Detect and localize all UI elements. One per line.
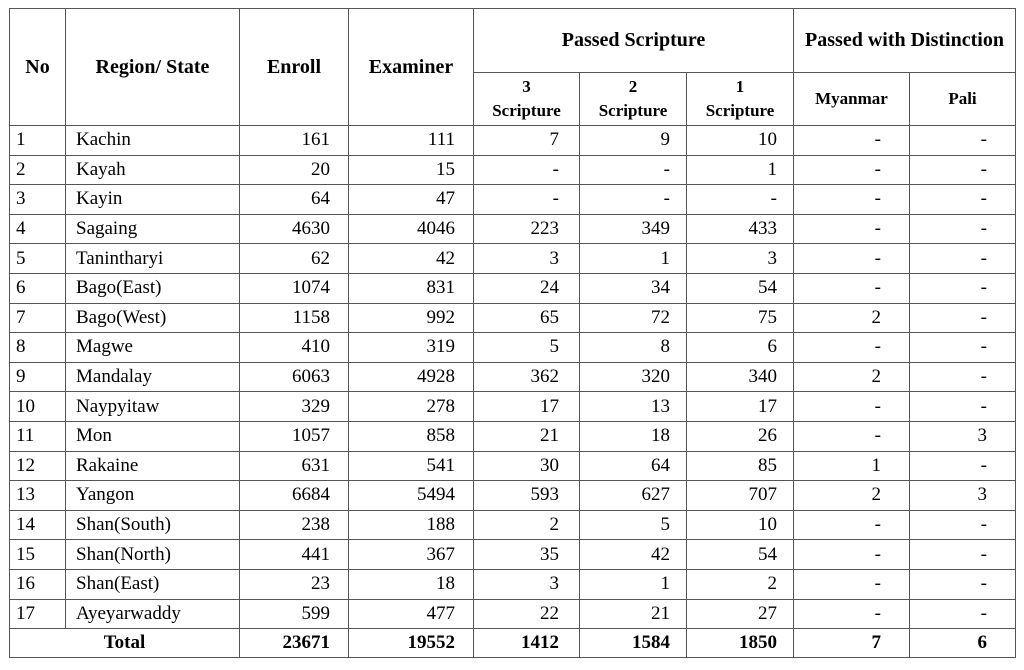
cell-myanmar: - xyxy=(794,569,910,599)
cell-region: Sagaing xyxy=(66,214,240,244)
cell-examiner: 111 xyxy=(349,126,474,156)
cell-pali: 3 xyxy=(910,481,1016,511)
cell-region: Tanintharyi xyxy=(66,244,240,274)
total-label: Total xyxy=(10,629,240,658)
cell-2-scripture: 72 xyxy=(580,303,687,333)
cell-1-scripture: 3 xyxy=(687,244,794,274)
cell-pali: - xyxy=(910,392,1016,422)
cell-3-scripture: 24 xyxy=(474,273,580,303)
cell-examiner: 831 xyxy=(349,273,474,303)
cell-1-scripture: 54 xyxy=(687,540,794,570)
exam-results-table xyxy=(9,8,1016,658)
cell-enroll: 410 xyxy=(240,333,349,363)
cell-2-scripture: 320 xyxy=(580,362,687,392)
table-row xyxy=(10,273,1016,303)
cell-pali: - xyxy=(910,569,1016,599)
table-row xyxy=(10,510,1016,540)
cell-examiner: 992 xyxy=(349,303,474,333)
cell-no: 1 xyxy=(10,126,66,156)
cell-pali: - xyxy=(910,599,1016,629)
table-row xyxy=(10,214,1016,244)
cell-1-scripture: - xyxy=(687,185,794,215)
cell-enroll: 1057 xyxy=(240,421,349,451)
cell-2-scripture: 9 xyxy=(580,126,687,156)
cell-no: 8 xyxy=(10,333,66,363)
cell-1-scripture: 2 xyxy=(687,569,794,599)
cell-no: 9 xyxy=(10,362,66,392)
cell-examiner: 42 xyxy=(349,244,474,274)
cell-examiner: 858 xyxy=(349,421,474,451)
table-row xyxy=(10,481,1016,511)
cell-region: Bago(West) xyxy=(66,303,240,333)
cell-1-scripture: 17 xyxy=(687,392,794,422)
cell-enroll: 1074 xyxy=(240,273,349,303)
cell-3-scripture: 22 xyxy=(474,599,580,629)
table-row xyxy=(10,333,1016,363)
header-pali: Pali xyxy=(910,73,1016,126)
cell-no: 16 xyxy=(10,569,66,599)
cell-pali: - xyxy=(910,244,1016,274)
cell-enroll: 62 xyxy=(240,244,349,274)
header-3-scripture-word: Scripture xyxy=(492,101,561,120)
cell-pali: 3 xyxy=(910,421,1016,451)
cell-enroll: 64 xyxy=(240,185,349,215)
header-1-scripture-number: 1 xyxy=(735,77,745,96)
cell-region: Ayeyarwaddy xyxy=(66,599,240,629)
table-row xyxy=(10,155,1016,185)
header-2-scripture-word: Scripture xyxy=(598,101,668,120)
cell-myanmar: - xyxy=(794,333,910,363)
cell-pali: - xyxy=(910,126,1016,156)
cell-examiner: 477 xyxy=(349,599,474,629)
cell-no: 12 xyxy=(10,451,66,481)
cell-1-scripture: 10 xyxy=(687,126,794,156)
cell-region: Shan(North) xyxy=(66,540,240,570)
cell-enroll: 631 xyxy=(240,451,349,481)
cell-examiner: 15 xyxy=(349,155,474,185)
cell-examiner: 541 xyxy=(349,451,474,481)
cell-pali: - xyxy=(910,214,1016,244)
cell-2-scripture: 64 xyxy=(580,451,687,481)
cell-myanmar: 2 xyxy=(794,303,910,333)
cell-3-scripture: 362 xyxy=(474,362,580,392)
cell-pali: - xyxy=(910,303,1016,333)
cell-region: Kayin xyxy=(66,185,240,215)
cell-2-scripture: 13 xyxy=(580,392,687,422)
total-myanmar: 7 xyxy=(794,629,910,658)
cell-region: Rakaine xyxy=(66,451,240,481)
header-3-scripture-number: 3 xyxy=(522,77,531,96)
header-region: Region/ State xyxy=(66,9,240,126)
cell-1-scripture: 433 xyxy=(687,214,794,244)
header-passed-scripture: Passed Scripture xyxy=(474,9,794,73)
cell-region: Mon xyxy=(66,421,240,451)
cell-examiner: 47 xyxy=(349,185,474,215)
cell-no: 4 xyxy=(10,214,66,244)
cell-enroll: 23 xyxy=(240,569,349,599)
cell-myanmar: - xyxy=(794,273,910,303)
table-row xyxy=(10,126,1016,156)
table-row xyxy=(10,599,1016,629)
cell-myanmar: - xyxy=(794,392,910,422)
table-row xyxy=(10,421,1016,451)
cell-examiner: 18 xyxy=(349,569,474,599)
cell-1-scripture: 27 xyxy=(687,599,794,629)
cell-no: 2 xyxy=(10,155,66,185)
cell-no: 7 xyxy=(10,303,66,333)
total-pali: 6 xyxy=(910,629,1016,658)
cell-2-scripture: - xyxy=(580,155,687,185)
header-2-scripture-number: 2 xyxy=(628,77,638,96)
header-1-scripture xyxy=(687,73,794,126)
cell-examiner: 188 xyxy=(349,510,474,540)
total-1-scripture: 1850 xyxy=(687,629,794,658)
cell-region: Shan(South) xyxy=(66,510,240,540)
table-header xyxy=(10,9,1016,126)
cell-examiner: 367 xyxy=(349,540,474,570)
cell-enroll: 238 xyxy=(240,510,349,540)
cell-enroll: 441 xyxy=(240,540,349,570)
cell-3-scripture: 3 xyxy=(474,244,580,274)
cell-no: 6 xyxy=(10,273,66,303)
cell-myanmar: - xyxy=(794,214,910,244)
cell-no: 17 xyxy=(10,599,66,629)
cell-region: Bago(East) xyxy=(66,273,240,303)
cell-enroll: 1158 xyxy=(240,303,349,333)
cell-myanmar: 2 xyxy=(794,362,910,392)
table-row xyxy=(10,569,1016,599)
cell-2-scripture: - xyxy=(580,185,687,215)
cell-2-scripture: 5 xyxy=(580,510,687,540)
cell-3-scripture: 30 xyxy=(474,451,580,481)
table-row xyxy=(10,392,1016,422)
cell-3-scripture: 7 xyxy=(474,126,580,156)
table-row xyxy=(10,540,1016,570)
cell-1-scripture: 85 xyxy=(687,451,794,481)
cell-1-scripture: 26 xyxy=(687,421,794,451)
cell-2-scripture: 349 xyxy=(580,214,687,244)
cell-pali: - xyxy=(910,362,1016,392)
cell-no: 15 xyxy=(10,540,66,570)
table-row xyxy=(10,451,1016,481)
header-2-scripture xyxy=(580,73,687,126)
cell-examiner: 319 xyxy=(349,333,474,363)
cell-no: 10 xyxy=(10,392,66,422)
cell-1-scripture: 1 xyxy=(687,155,794,185)
table-row xyxy=(10,303,1016,333)
cell-1-scripture: 340 xyxy=(687,362,794,392)
total-3-scripture: 1412 xyxy=(474,629,580,658)
header-enroll: Enroll xyxy=(240,9,349,126)
cell-enroll: 161 xyxy=(240,126,349,156)
cell-region: Shan(East) xyxy=(66,569,240,599)
cell-region: Yangon xyxy=(66,481,240,511)
cell-pali: - xyxy=(910,333,1016,363)
cell-2-scripture: 1 xyxy=(580,244,687,274)
header-examiner: Examiner xyxy=(349,9,474,126)
cell-3-scripture: 17 xyxy=(474,392,580,422)
table-row xyxy=(10,362,1016,392)
header-1-scripture-word: Scripture xyxy=(705,101,775,120)
cell-myanmar: - xyxy=(794,185,910,215)
cell-myanmar: - xyxy=(794,421,910,451)
cell-myanmar: - xyxy=(794,599,910,629)
total-row xyxy=(10,629,1016,658)
cell-no: 11 xyxy=(10,421,66,451)
cell-1-scripture: 6 xyxy=(687,333,794,363)
cell-3-scripture: - xyxy=(474,155,580,185)
cell-myanmar: - xyxy=(794,244,910,274)
header-no: No xyxy=(10,9,66,126)
cell-2-scripture: 42 xyxy=(580,540,687,570)
cell-enroll: 329 xyxy=(240,392,349,422)
cell-pali: - xyxy=(910,510,1016,540)
cell-3-scripture: 593 xyxy=(474,481,580,511)
cell-enroll: 6063 xyxy=(240,362,349,392)
cell-myanmar: 1 xyxy=(794,451,910,481)
cell-pali: - xyxy=(910,451,1016,481)
cell-enroll: 20 xyxy=(240,155,349,185)
cell-pali: - xyxy=(910,273,1016,303)
cell-3-scripture: 3 xyxy=(474,569,580,599)
cell-myanmar: - xyxy=(794,540,910,570)
total-examiner: 19552 xyxy=(349,629,474,658)
cell-1-scripture: 707 xyxy=(687,481,794,511)
cell-2-scripture: 34 xyxy=(580,273,687,303)
cell-pali: - xyxy=(910,540,1016,570)
cell-myanmar: - xyxy=(794,126,910,156)
header-myanmar: Myanmar xyxy=(794,73,910,126)
cell-examiner: 278 xyxy=(349,392,474,422)
cell-no: 14 xyxy=(10,510,66,540)
table-body xyxy=(10,126,1016,629)
table-row xyxy=(10,244,1016,274)
cell-enroll: 6684 xyxy=(240,481,349,511)
cell-3-scripture: 21 xyxy=(474,421,580,451)
cell-no: 5 xyxy=(10,244,66,274)
cell-region: Kachin xyxy=(66,126,240,156)
cell-2-scripture: 8 xyxy=(580,333,687,363)
cell-1-scripture: 10 xyxy=(687,510,794,540)
cell-examiner: 4046 xyxy=(349,214,474,244)
cell-no: 13 xyxy=(10,481,66,511)
cell-1-scripture: 54 xyxy=(687,273,794,303)
cell-3-scripture: 5 xyxy=(474,333,580,363)
cell-2-scripture: 627 xyxy=(580,481,687,511)
cell-region: Magwe xyxy=(66,333,240,363)
cell-examiner: 5494 xyxy=(349,481,474,511)
cell-myanmar: - xyxy=(794,510,910,540)
cell-region: Kayah xyxy=(66,155,240,185)
cell-3-scripture: 35 xyxy=(474,540,580,570)
cell-no: 3 xyxy=(10,185,66,215)
cell-myanmar: - xyxy=(794,155,910,185)
header-3-scripture xyxy=(474,73,580,126)
header-passed-distinction: Passed with Distinction xyxy=(794,9,1016,73)
cell-examiner: 4928 xyxy=(349,362,474,392)
total-enroll: 23671 xyxy=(240,629,349,658)
total-2-scripture: 1584 xyxy=(580,629,687,658)
cell-region: Mandalay xyxy=(66,362,240,392)
cell-2-scripture: 18 xyxy=(580,421,687,451)
cell-enroll: 4630 xyxy=(240,214,349,244)
table-footer xyxy=(10,629,1016,658)
table-row xyxy=(10,185,1016,215)
cell-3-scripture: 2 xyxy=(474,510,580,540)
cell-2-scripture: 1 xyxy=(580,569,687,599)
cell-enroll: 599 xyxy=(240,599,349,629)
cell-3-scripture: 65 xyxy=(474,303,580,333)
cell-pali: - xyxy=(910,155,1016,185)
cell-pali: - xyxy=(910,185,1016,215)
cell-3-scripture: - xyxy=(474,185,580,215)
cell-3-scripture: 223 xyxy=(474,214,580,244)
cell-2-scripture: 21 xyxy=(580,599,687,629)
cell-myanmar: 2 xyxy=(794,481,910,511)
cell-region: Naypyitaw xyxy=(66,392,240,422)
cell-1-scripture: 75 xyxy=(687,303,794,333)
